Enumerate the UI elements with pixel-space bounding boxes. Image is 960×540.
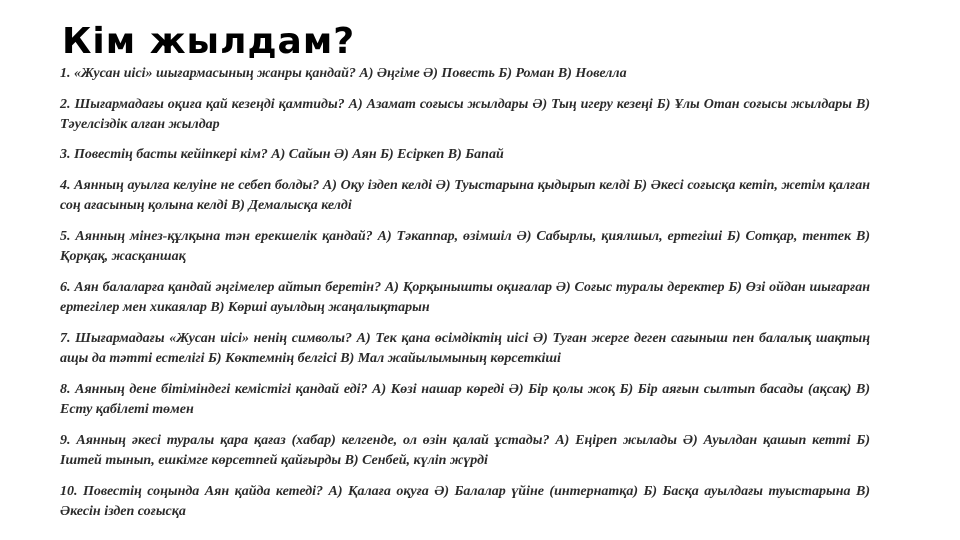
question-item: 3. Повестің басты кейіпкері кім? А) Сайын Ә) Аян Б) Есіркеп В) Бапай: [60, 147, 504, 162]
slide-title: Кім жылдам?: [62, 21, 356, 62]
question-item: 10. Повестің соңында Аян қайда кетеді? А) Қалаға оқуға Ә) Балалар үйіне (интернатқа) Б) Басқа ауылдағы туыстарына В) Әкесін іздеп соғысқа: [60, 484, 870, 519]
question-item: 6. Аян балаларға қандай әңгімелер айтып беретін? А) Қорқынышты оқиғалар Ә) Соғыс туралы деректер Б) Өзі ойдан шығарған ертегілер мен хикаялар В) Көрші ауылдың жаңалықтарын: [60, 280, 870, 315]
question-item: 4. Аянның ауылға келуіне не себеп болды? А) Оқу іздеп келді Ә) Туыстарына қыдырып келді Б) Әкесі соғысқа кетіп, жетім қалған соң ағасының қолына келді В) Демалысқа келді: [60, 178, 870, 213]
question-item: 1. «Жусан иісі» шығармасының жанры қандай? А) Әңгіме Ә) Повесть Б) Роман В) Новелла: [60, 66, 627, 81]
question-item: 2. Шығармадағы оқиға қай кезеңді қамтиды? А) Азамат соғысы жылдары Ә) Тың игеру кезеңі Б) Ұлы Отан соғысы жылдары В) Тәуелсіздік алған жылдар: [60, 97, 870, 132]
question-item: 8. Аянның дене бітіміндегі кемістігі қандай еді? А) Көзі нашар көреді Ә) Бір қолы жоқ Б) Бір аяғын сылтып басады (ақсақ) В) Есту қабілеті төмен: [60, 382, 870, 417]
question-item: 9. Аянның әкесі туралы қара қағаз (хабар) келгенде, ол өзін қалай ұстады? А) Еңіреп жылады Ә) Ауылдан қашып кетті Б) Іштей тынып, ешкімге көрсетпей қайғырды В) Сенбей, күліп жүрді: [60, 433, 870, 468]
question-list: [60, 64, 870, 533]
question-item: 7. Шығармадағы «Жусан иісі» ненің символы? А) Тек қана өсімдіктің иісі Ә) Туған жерге деген сағыныш пен балалық шақтың ащы да тәтті естелігі Б) Көктемнің белгісі В) Мал жайылымының көрсеткіші: [60, 331, 870, 366]
question-item: 5. Аянның мінез-құлқына тән ерекшелік қандай? А) Тәкаппар, өзімшіл Ә) Сабырлы, қиялшыл, ертегіші Б) Сотқар, тентек В) Қорқақ, жасқаншақ: [60, 229, 870, 264]
